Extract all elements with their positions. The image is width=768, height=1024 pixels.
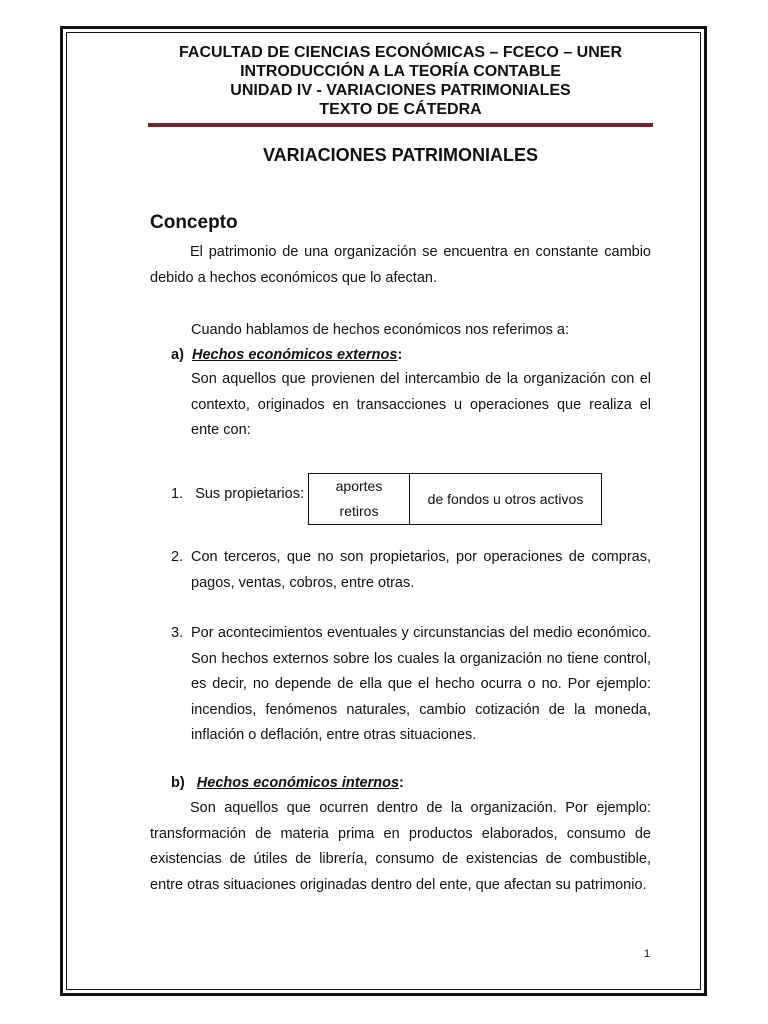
subheading-internos (171, 775, 404, 791)
list-text-2: Con terceros, que no son propietarios, por operaciones de compras, pagos, ventas, cobros, entre otras. (191, 549, 651, 591)
subheading-colon: : (397, 347, 403, 363)
list-text-1: Sus propietarios: (195, 486, 304, 502)
list-number-1: 1. (171, 486, 184, 502)
subheading-internos-title: Hechos económicos internos (196, 775, 400, 791)
header-line-faculty: FACULTAD DE CIENCIAS ECONÓMICAS – FCECO – UNER (179, 44, 622, 61)
intro-text: El patrimonio de una organización se encuentra en constante cambio debido a hechos económicos que lo afectan. (150, 244, 651, 286)
header-line-unit: UNIDAD IV - VARIACIONES PATRIMONIALES (230, 82, 571, 99)
internos-paragraph (150, 796, 651, 898)
externos-description: Son aquellos que provienen del intercambio de la organización con el contexto, originados en transacciones u operaciones que realiza el ente con: (191, 371, 651, 438)
document-header (148, 43, 653, 119)
subheading-colon: : (399, 775, 404, 791)
page-number: 1 (644, 948, 651, 960)
list-item-2 (171, 545, 651, 596)
header-line-text-type: TEXTO DE CÁTEDRA (319, 101, 482, 118)
list-text-3: Por acontecimientos eventuales y circunstancias del medio económico. Son hechos externos sobre los cuales la organización no tiene control, es decir, no depende de ella que el hecho ocurra o no. Por ejemplo: incendios, fenómenos naturales, cambio cotización de la moneda, inflación o deflación, entre otras situaciones. (191, 625, 651, 743)
list-number-2: 2. (171, 549, 184, 565)
list-item-3 (171, 621, 651, 749)
subheading-externos-title: Hechos económicos externos (191, 347, 398, 363)
subheading-marker-b: b) (171, 775, 185, 791)
lead-text: Cuando hablamos de hechos económicos nos referimos a: (191, 322, 570, 338)
propietarios-table (308, 473, 602, 525)
table-retiros: retiros (339, 503, 379, 519)
subheading-externos (171, 347, 402, 363)
internos-text: Son aquellos que ocurren dentro de la organización. Por ejemplo: transformación de materia prima en productos elaborados, consumo de existencias de útiles de librería, consumo de existencias de combustible, entre otras situaciones originadas dentro del ente, que afectan su patrimonio. (150, 800, 651, 893)
header-divider (148, 123, 653, 127)
list-item-1 (171, 486, 304, 502)
table-aportes: aportes (335, 478, 383, 494)
list-number-3: 3. (171, 625, 184, 641)
table-cell-object: de fondos u otros activos (427, 491, 584, 507)
subheading-marker-a: a) (171, 347, 184, 363)
page-title: VARIACIONES PATRIMONIALES (262, 145, 538, 165)
header-line-course: INTRODUCCIÓN A LA TEORÍA CONTABLE (240, 63, 561, 80)
section-heading-concepto: Concepto (150, 212, 238, 233)
intro-paragraph (150, 240, 651, 291)
table-cell-operations (309, 474, 410, 524)
